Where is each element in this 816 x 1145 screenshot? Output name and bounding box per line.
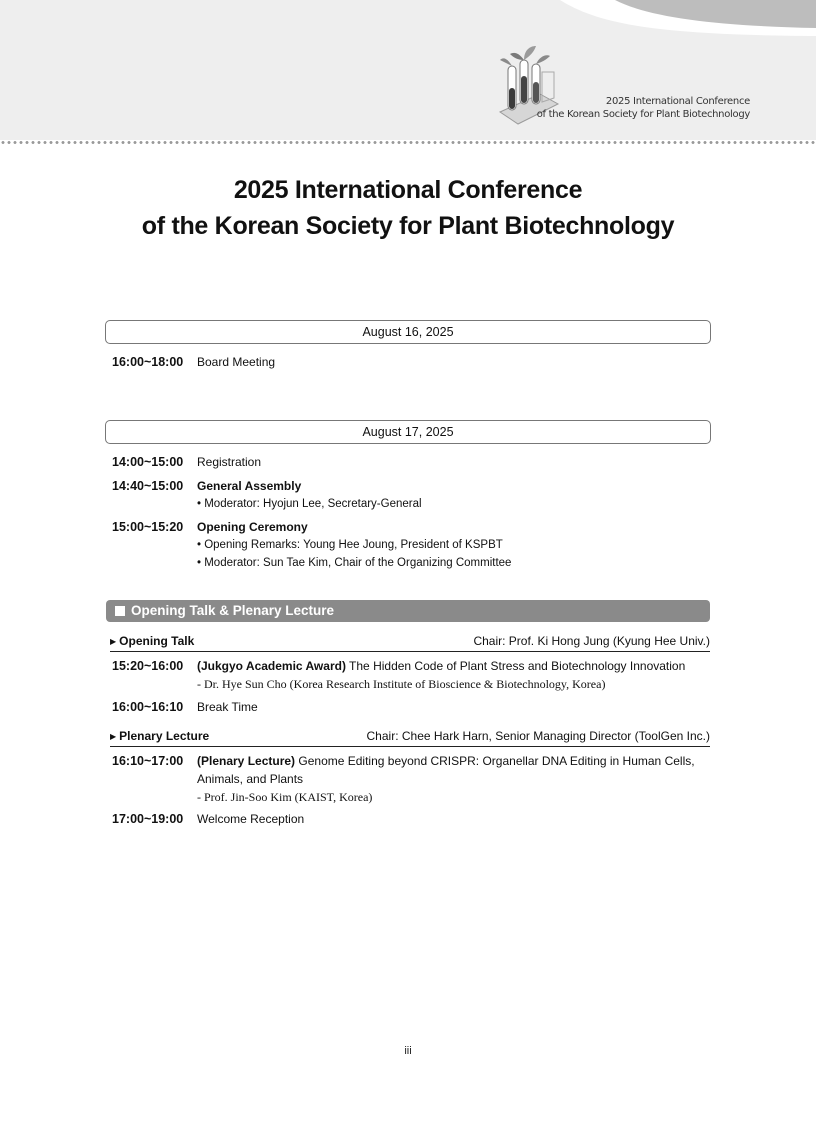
- schedule-detail: [197, 477, 712, 513]
- running-header: [537, 95, 750, 121]
- schedule-title: General Assembly: [197, 479, 302, 493]
- session-label: [110, 727, 209, 746]
- talk-title: Genome Editing beyond CRISPR: Organellar DNA Editing in Human Cells, Animals, and Plants: [197, 754, 695, 786]
- speaker-line: - Prof. Jin-Soo Kim (KAIST, Korea): [197, 790, 373, 804]
- moderator-line: • Moderator: Hyojun Lee, Secretary-General: [197, 498, 422, 510]
- schedule-title: Break Time: [197, 700, 258, 714]
- talk-title-line: [197, 657, 712, 675]
- session-chair: Chair: Chee Hark Harn, Senior Managing Director (ToolGen Inc.): [366, 729, 710, 743]
- schedule-time: 16:00~16:10: [112, 700, 184, 714]
- schedule-time: 14:40~15:00: [112, 479, 184, 493]
- session-chair: Chair: Prof. Ki Hong Jung (Kyung Hee Univ.): [473, 634, 710, 648]
- schedule-title: Registration: [197, 455, 262, 469]
- schedule-title: Board Meeting: [197, 355, 276, 369]
- session-label: [110, 632, 194, 651]
- square-bullet-icon: [115, 606, 125, 616]
- session-label-text: Plenary Lecture: [119, 729, 210, 743]
- page-title-line-1: 2025 International Conference: [233, 176, 583, 204]
- dotted-divider: [0, 140, 816, 145]
- page-title: [0, 172, 816, 244]
- schedule-time: 14:00~15:00: [112, 455, 184, 469]
- moderator-line: • Moderator: Sun Tae Kim, Chair of the Organizing Committee: [197, 557, 512, 569]
- schedule-detail: [197, 657, 712, 693]
- schedule-title: Opening Ceremony: [197, 520, 308, 534]
- schedule-time: 17:00~19:00: [112, 812, 184, 826]
- session-header-opening-talk: [110, 632, 710, 652]
- schedule-time: 15:20~16:00: [112, 659, 184, 673]
- talk-title-line: [197, 752, 712, 788]
- running-header-line-1: 2025 International Conference: [605, 96, 750, 107]
- schedule-title: Welcome Reception: [197, 812, 305, 826]
- header-band: [0, 0, 816, 140]
- page-number: iii: [404, 1045, 412, 1057]
- session-label-text: Opening Talk: [119, 634, 195, 648]
- talk-tag: (Jukgyo Academic Award): [197, 659, 346, 673]
- session-header-plenary-lecture: [110, 727, 710, 747]
- page-title-line-2: of the Korean Society for Plant Biotechnology: [141, 212, 675, 240]
- speaker-line: - Dr. Hye Sun Cho (Korea Research Institute of Bioscience & Biotechnology, Korea): [197, 677, 606, 691]
- section-header: [106, 600, 710, 622]
- date-header-day-1: August 16, 2025: [105, 320, 711, 344]
- running-header-line-2: of the Korean Society for Plant Biotechnology: [536, 109, 750, 120]
- triangle-bullet-icon: ▶: [110, 732, 117, 741]
- schedule-time: 15:00~15:20: [112, 520, 184, 534]
- date-header-day-2: August 17, 2025: [105, 420, 711, 444]
- schedule-time: 16:10~17:00: [112, 754, 184, 768]
- section-title: Opening Talk & Plenary Lecture: [131, 603, 335, 618]
- schedule-time: 16:00~18:00: [112, 355, 184, 369]
- talk-title: The Hidden Code of Plant Stress and Biotechnology Innovation: [345, 659, 686, 673]
- schedule-detail: [197, 752, 712, 806]
- schedule-detail: [197, 518, 712, 572]
- triangle-bullet-icon: ▶: [110, 637, 117, 646]
- talk-tag: (Plenary Lecture): [197, 754, 296, 768]
- opening-remarks-line: • Opening Remarks: Young Hee Joung, President of KSPBT: [197, 539, 503, 551]
